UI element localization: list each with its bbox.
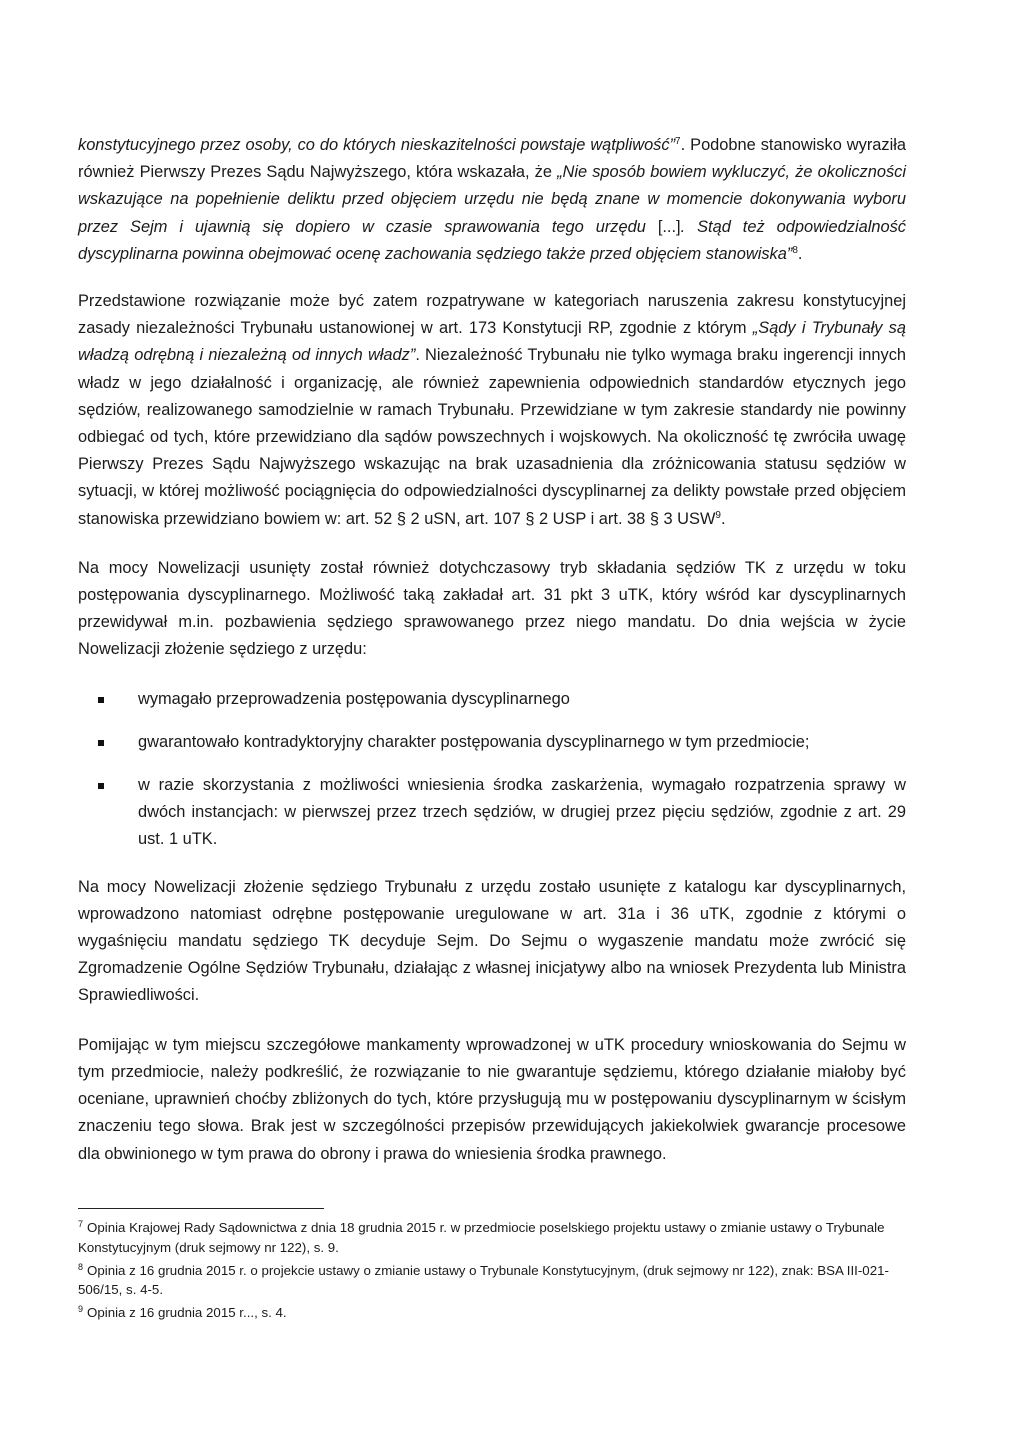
list-item-text: gwarantowało kontradyktoryjny charakter postępowania dyscyplinarnego w tym przedmiocie; — [138, 732, 810, 751]
paragraph-5: Pomijając w tym miejscu szczegółowe mankamenty wprowadzonej w uTK procedury wnioskowania do Sejmu w tym przedmiocie, należy podkreślić, że rozwiązanie to nie gwarantuje sędziemu, którego działanie miałoby być oceniane, uprawnień choćby zbliżonych do tych, które przysługują mu w postępowaniu dyscyplinarnym w ścisłym znaczeniu tego słowa. Brak jest w szczególności przepisów przewidujących jakiekolwiek gwarancje procesowe dla obwinionego w tym prawa do obrony i prawa do wniesienia środka prawnego. — [78, 1035, 906, 1163]
list-item — [78, 729, 906, 756]
footnote-number: 7 — [78, 1219, 84, 1229]
quote-text: konstytucyjnego przez osoby, co do których nieskazitelności powstaje wątpliwość — [78, 136, 670, 154]
paragraph-2 — [78, 288, 906, 533]
main-text — [78, 132, 906, 1190]
list-item — [78, 686, 906, 713]
quote-text: „Nie sposób bowiem wykluczyć, że okoliczności wskazujące na popełnienie deliktu przed objęciem urzędu nie będą znane w momencie dokonywania wyboru przez Sejm i ujawnią się dopiero w czasie sprawowania tego urzędu — [78, 163, 906, 236]
text: . — [797, 244, 803, 263]
footnote-text: Opinia z 16 grudnia 2015 r. o projekcie ustawy o zmianie ustawy o Trybunale Konstytucyjnym, (druk sejmowy nr 122), znak: BSA III-021-506/15, s. 4-5. — [78, 1262, 889, 1298]
text: . Niezależność Trybunału nie tylko wymaga braku ingerencji innych władz w jego działalność i organizację, ale również zapewnienia odpowiednich standardów etycznych jego sędziów, realizowanego samodzielnie w ramach Trybunału. Przewidziane w tym zakresie standardy nie powinny odbiegać od tych, które przewidziano dla sądów powszechnych i wojskowych. Na okoliczność tę zwróciła uwagę Pierwszy Prezes Sądu Najwyższego wskazując na brak uzasadnienia dla zróżnicowania statusu sędziów w sytuacji, w której możliwość pociągnięcia do odpowiedzialności dyscyplinarnej za delikty powstałe przed objęciem stanowiska przewidziano bowiem w: art. 52 § 2 uSN, art. 107 § 2 USP i art. 38 § 3 USW — [78, 346, 906, 528]
footnotes — [78, 1218, 906, 1326]
footnote-ref-8: 8 — [792, 244, 798, 256]
footnote-text: Opinia Krajowej Rady Sądownictwa z dnia 18 grudnia 2015 r. w przedmiocie poselskiego projektu ustawy o zmianie ustawy o Trybunale Konstytucyjnym (druk sejmowy nr 122), s. 9. — [78, 1220, 885, 1255]
list-item-text: w razie skorzystania z możliwości wniesienia środka zaskarżenia, wymagało rozpatrzenia sprawy w dwóch instancjach: w pierwszej przez trzech sędziów, w drugiej przez pięciu sędziów, zgodnie z art. 29 ust. 1 uTK. — [138, 776, 906, 849]
footnote-ref-9: 9 — [715, 509, 721, 521]
bullet-list — [78, 686, 906, 854]
paragraph-4: Na mocy Nowelizacji złożenie sędziego Trybunału z urzędu zostało usunięte z katalogu kar dyscyplinarnych, wprowadzono natomiast odrębne postępowanie uregulowane w art. 31a i 36 uTK, zgodnie z którymi o wygaśnięciu mandatu sędziego TK decyduje Sejm. Do Sejmu o wygaszenie mandatu może zwrócić się Zgromadzenie Ogólne Sędziów Trybunału, działając z własnej inicjatywy albo na wniosek Prezydenta lub Ministra Sprawiedliwości. — [78, 877, 906, 1005]
footnote-8 — [78, 1261, 906, 1301]
footnote-text: Opinia z 16 grudnia 2015 r..., s. 4. — [87, 1305, 287, 1321]
footnote-ref-7: 7 — [675, 136, 681, 147]
paragraph-3: Na mocy Nowelizacji usunięty został również dotychczasowy tryb składania sędziów TK z urzędu w toku postępowania dyscyplinarnego. Możliwość taką zakładał art. 31 pkt 3 uTK, który wśród kar dyscyplinarnych przewidywał m.in. pozbawienia sędziego sprawowanego przez niego mandatu. Do dnia wejścia w życie Nowelizacji złożenie sędziego z urzędu: — [78, 558, 906, 659]
paragraph-1 — [78, 132, 906, 268]
footnote-7 — [78, 1218, 906, 1258]
text: . Podobne stanowisko wyraziła również Pierwszy Prezes Sądu Najwyższego, która wskazała, że — [78, 136, 906, 182]
bullet-square-icon — [98, 697, 104, 703]
list-item — [78, 772, 906, 854]
bullet-square-icon — [98, 783, 104, 789]
list-item-text: wymagało przeprowadzenia postępowania dyscyplinarnego — [138, 689, 570, 708]
text: Przedstawione rozwiązanie może być zatem rozpatrywane w kategoriach naruszenia zakresu konstytucyjnej zasady niezależności Trybunału ustanowionej w art. 173 Konstytucji RP, zgodnie z którym — [78, 292, 906, 338]
quote-text: . Stąd też odpowiedzialność dyscyplinarna powinna obejmować ocenę zachowania sędziego także przed objęciem stanowiska” — [78, 217, 906, 263]
quote-close: ” — [669, 136, 676, 154]
constitution-quote: „Sądy i Trybunały są władzą odrębną i niezależną od innych władz” — [78, 319, 906, 365]
footnote-number: 9 — [78, 1304, 84, 1315]
footnote-9 — [78, 1303, 906, 1323]
footnote-divider — [78, 1208, 324, 1209]
bullet-square-icon — [98, 740, 104, 746]
footnote-number: 8 — [78, 1261, 84, 1272]
text: [...] — [657, 217, 681, 236]
text: . — [720, 509, 726, 528]
